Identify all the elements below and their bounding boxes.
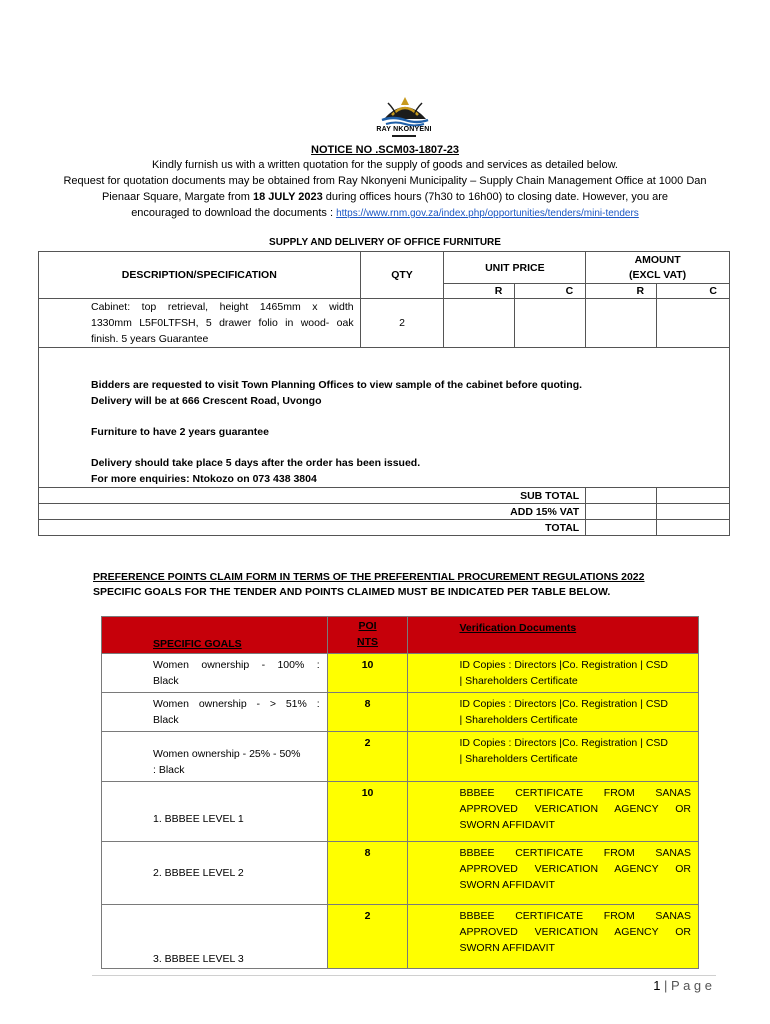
amount-c: C xyxy=(657,284,730,299)
note-visit: Bidders are requested to visit Town Planning Offices to view sample of the cabinet before quoting. xyxy=(91,379,583,391)
item-amount-r[interactable] xyxy=(586,299,657,348)
subtotal-row xyxy=(39,488,730,504)
doc-line-2: | Shareholders Certificate xyxy=(459,714,578,726)
goal-cell: 3. BBBEE LEVEL 3 xyxy=(102,905,328,969)
goal-cell: 1. BBBEE LEVEL 1 xyxy=(102,782,328,842)
header-amount-label: AMOUNT xyxy=(634,253,681,266)
pref-row-women-25 xyxy=(102,732,699,782)
header-points-l1: POI xyxy=(358,620,377,632)
doc-line-3: SWORN AFFIDAVIT xyxy=(459,819,555,831)
item-description xyxy=(39,299,361,348)
doc-cell xyxy=(408,732,699,782)
doc-line-3: SWORN AFFIDAVIT xyxy=(459,942,555,954)
doc-line-1: BBBEE CERTIFICATE FROM SANAS xyxy=(459,847,691,859)
doc-cell xyxy=(408,905,699,969)
header-specific-goals: SPECIFIC GOALS xyxy=(102,617,328,654)
vat-cents[interactable] xyxy=(657,504,730,520)
logo-name: RAY NKONYENI xyxy=(376,126,432,133)
quotation-table xyxy=(38,251,730,536)
header-amount xyxy=(586,252,730,284)
goal-line-1: Women ownership - 25% - 50% xyxy=(153,748,301,760)
preference-heading: PREFERENCE POINTS CLAIM FORM IN TERMS OF THE PREFERENTIAL PROCUREMENT REGULATIONS 2022 xyxy=(93,571,645,583)
subtotal-label: SUB TOTAL xyxy=(39,488,586,504)
item-line-3: finish. 5 years Guarantee xyxy=(91,333,209,345)
notice-line-4 xyxy=(0,207,770,219)
pref-row-women-100 xyxy=(102,654,699,693)
doc-cell xyxy=(408,693,699,732)
goal-line-2: : Black xyxy=(153,764,185,776)
points-cell: 10 xyxy=(327,782,408,842)
pref-row-women-51 xyxy=(102,693,699,732)
doc-cell xyxy=(408,782,699,842)
doc-line-2: | Shareholders Certificate xyxy=(459,675,578,687)
doc-line-2: | Shareholders Certificate xyxy=(459,753,578,765)
logo-emblem-icon xyxy=(370,93,440,127)
municipality-logo xyxy=(370,93,440,141)
doc-line-2: APPROVED VERICATION AGENCY OR xyxy=(459,803,691,815)
doc-line-1: BBBEE CERTIFICATE FROM SANAS xyxy=(459,787,691,799)
item-line-2: 1330mm L5F0LTFSH, 5 drawer folio in wood- oak xyxy=(91,317,354,329)
preference-table xyxy=(101,616,699,969)
unit-r: R xyxy=(444,284,515,299)
header-points xyxy=(327,617,408,654)
quote-item-row xyxy=(39,299,730,348)
goal-cell xyxy=(102,654,328,693)
footer-divider xyxy=(92,975,716,976)
goal-line-2: Black xyxy=(153,714,179,726)
doc-line-2: APPROVED VERICATION AGENCY OR xyxy=(459,863,691,875)
notice-line-2: Request for quotation documents may be obtained from Ray Nkonyeni Municipality – Supply Chain Management Office at 1000 Dan xyxy=(63,175,707,187)
doc-line-1: ID Copies : Directors |Co. Registration | CSD xyxy=(459,737,669,749)
item-amount-c[interactable] xyxy=(657,299,730,348)
quote-header-row xyxy=(39,252,730,284)
pref-header-row xyxy=(102,617,699,654)
notice-title: NOTICE NO .SCM03-1807-23 xyxy=(311,144,459,156)
doc-cell xyxy=(408,654,699,693)
notice-line-3-post: during offices hours (7h30 to 16h00) to closing date. However, you are xyxy=(322,191,669,203)
vat-value[interactable] xyxy=(586,504,657,520)
quote-notes xyxy=(39,348,730,488)
points-cell: 8 xyxy=(327,693,408,732)
note-delivery-time: Delivery should take place 5 days after the order has been issued. xyxy=(91,457,421,469)
notice-line-3 xyxy=(0,191,770,203)
header-qty: QTY xyxy=(360,252,444,299)
item-qty: 2 xyxy=(360,299,444,348)
subtotal-cents[interactable] xyxy=(657,488,730,504)
header-verification: Verification Documents xyxy=(408,617,699,654)
page-number xyxy=(600,978,712,993)
tenders-link[interactable]: https://www.rnm.gov.za/index.php/opportunities/tenders/mini-tenders xyxy=(336,208,639,219)
total-label: TOTAL xyxy=(39,520,586,536)
doc-line-1: BBBEE CERTIFICATE FROM SANAS xyxy=(459,910,691,922)
notice-line-3-pre: Pienaar Square, Margate from xyxy=(101,191,253,203)
note-delivery-address: Delivery will be at 666 Crescent Road, Uvongo xyxy=(91,395,322,407)
goal-line-1: Women ownership - 100% : xyxy=(153,659,320,671)
doc-line-3: SWORN AFFIDAVIT xyxy=(459,879,555,891)
note-guarantee: Furniture to have 2 years guarantee xyxy=(91,426,269,438)
total-row xyxy=(39,520,730,536)
doc-line-1: ID Copies : Directors |Co. Registration | CSD xyxy=(459,698,669,710)
pref-row-bbbee-1 xyxy=(102,782,699,842)
header-description: DESCRIPTION/SPECIFICATION xyxy=(39,252,361,299)
header-amount-sub: (EXCL VAT) xyxy=(629,268,687,281)
notice-line-4-pre: encouraged to download the documents : xyxy=(131,207,337,219)
item-unit-c[interactable] xyxy=(515,299,586,348)
points-cell: 2 xyxy=(327,732,408,782)
quote-caption: SUPPLY AND DELIVERY OF OFFICE FURNITURE xyxy=(269,237,501,248)
doc-line-2: APPROVED VERICATION AGENCY OR xyxy=(459,926,691,938)
points-cell: 8 xyxy=(327,842,408,905)
pref-row-bbbee-3 xyxy=(102,905,699,969)
page-number-value: 1 xyxy=(653,978,661,993)
header-points-l2: NTS xyxy=(357,636,379,648)
total-cents[interactable] xyxy=(657,520,730,536)
quote-notes-row xyxy=(39,348,730,488)
points-cell: 10 xyxy=(327,654,408,693)
header-unit-price: UNIT PRICE xyxy=(444,252,586,284)
goal-cell: 2. BBBEE LEVEL 2 xyxy=(102,842,328,905)
subtotal-value[interactable] xyxy=(586,488,657,504)
pref-row-bbbee-2 xyxy=(102,842,699,905)
vat-row xyxy=(39,504,730,520)
doc-cell xyxy=(408,842,699,905)
points-cell: 2 xyxy=(327,905,408,969)
page-label: P a g e xyxy=(671,978,712,993)
vat-label: ADD 15% VAT xyxy=(39,504,586,520)
note-enquiries: For more enquiries: Ntokozo on 073 438 3804 xyxy=(91,473,317,485)
item-line-1: Cabinet: top retrieval, height 1465mm x width xyxy=(91,301,354,313)
unit-c: C xyxy=(515,284,586,299)
goal-line-1: Women ownership - > 51% : xyxy=(153,698,320,710)
item-unit-r[interactable] xyxy=(444,299,515,348)
page-sep: | xyxy=(660,978,672,993)
notice-date: 18 JULY 2023 xyxy=(253,191,323,203)
goal-cell xyxy=(102,732,328,782)
amount-r: R xyxy=(586,284,657,299)
logo-underline xyxy=(392,135,416,137)
preference-subheading: SPECIFIC GOALS FOR THE TENDER AND POINTS CLAIMED MUST BE INDICATED PER TABLE BELOW. xyxy=(93,586,611,598)
doc-line-1: ID Copies : Directors |Co. Registration | CSD xyxy=(459,659,669,671)
notice-intro: Kindly furnish us with a written quotation for the supply of goods and services as detailed below. xyxy=(152,159,618,171)
goal-cell xyxy=(102,693,328,732)
total-value[interactable] xyxy=(586,520,657,536)
goal-line-2: Black xyxy=(153,675,179,687)
